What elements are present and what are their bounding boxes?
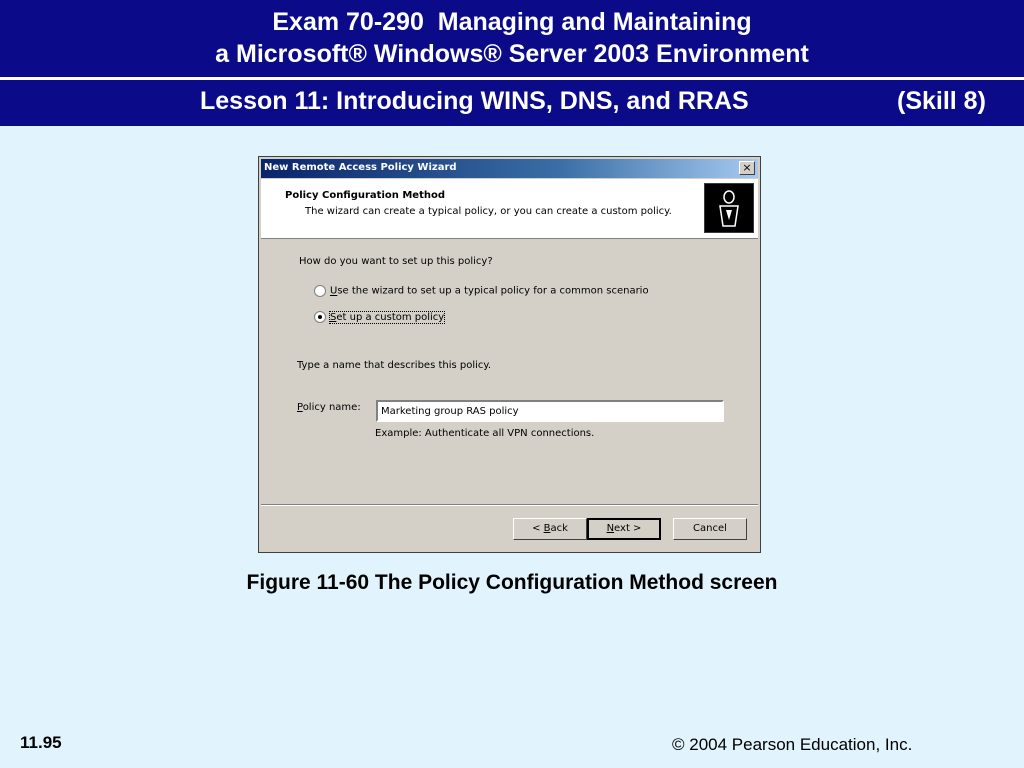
typical-policy-option[interactable]	[314, 285, 649, 299]
policy-name-label-text: olicy name:	[302, 402, 361, 413]
copyright-notice: © 2004 Pearson Education, Inc.	[672, 735, 913, 754]
cancel-button-label: Cancel	[693, 523, 727, 534]
cancel-button[interactable]	[673, 518, 747, 540]
close-button[interactable]	[739, 161, 755, 175]
banner-subtitle: The wizard can create a typical policy, or you can create a custom policy.	[305, 206, 672, 217]
policy-name-label-accel: P	[297, 402, 303, 413]
slide-title	[0, 6, 1024, 70]
button-separator	[261, 504, 758, 506]
skill-label: (Skill 8)	[897, 87, 986, 115]
policy-name-label	[297, 402, 361, 413]
policy-name-input[interactable]	[376, 400, 724, 422]
slide-title-line2: a Microsoft® Windows® Server 2003 Environment	[215, 40, 809, 68]
slide-header	[0, 0, 1024, 126]
remote-access-policy-wizard-dialog	[258, 156, 761, 553]
back-button-accel: B	[543, 523, 551, 534]
custom-policy-option[interactable]	[314, 311, 444, 325]
dialog-title: New Remote Access Policy Wizard	[264, 162, 457, 173]
radio-unchecked-icon[interactable]	[314, 285, 326, 297]
radio-checked-icon[interactable]	[314, 311, 326, 323]
header-divider	[0, 77, 1024, 80]
back-button-label: ack	[550, 523, 568, 534]
wizard-figure-icon	[704, 183, 754, 233]
back-button-prefix: <	[532, 523, 544, 534]
setup-question: How do you want to set up this policy?	[299, 256, 493, 267]
custom-option-label: et up a custom policy	[336, 311, 445, 323]
typical-option-label: se the wizard to set up a typical policy for a common scenario	[337, 285, 649, 297]
slide-number: 11.95	[20, 733, 62, 752]
lesson-title: Lesson 11: Introducing WINS, DNS, and RRAS	[200, 87, 749, 115]
figure-caption: Figure 11-60 The Policy Configuration Method screen	[246, 571, 778, 594]
custom-option-accel: S	[330, 311, 337, 323]
policy-name-hint: Type a name that describes this policy.	[297, 360, 492, 371]
back-button[interactable]	[513, 518, 587, 540]
next-button[interactable]	[587, 518, 661, 540]
slide-title-line1: Exam 70-290 Managing and Maintaining	[272, 8, 752, 36]
next-button-label: ext >	[614, 523, 642, 534]
dialog-titlebar[interactable]	[261, 159, 758, 178]
banner-heading: Policy Configuration Method	[285, 190, 446, 201]
close-icon: ×	[742, 161, 752, 174]
next-button-accel: N	[606, 523, 615, 534]
wizard-banner	[261, 179, 758, 239]
policy-name-example: Example: Authenticate all VPN connections.	[375, 428, 595, 439]
typical-option-accel: U	[330, 285, 338, 297]
